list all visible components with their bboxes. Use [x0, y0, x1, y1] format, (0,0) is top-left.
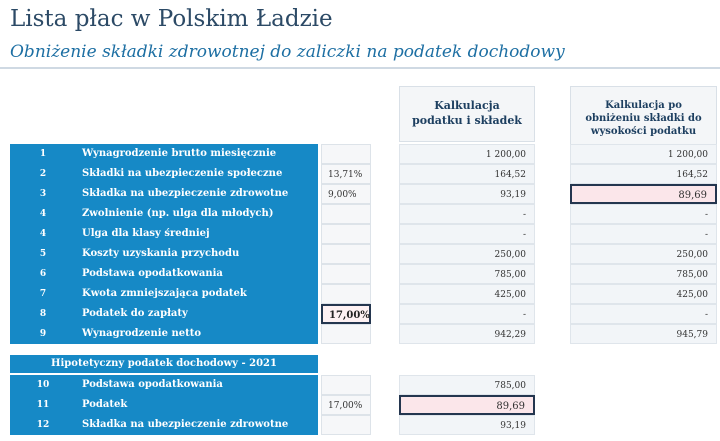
row-label: 2 Składki na ubezpieczenie społeczne [10, 164, 318, 184]
table-row [0, 184, 720, 204]
table-row [0, 144, 720, 164]
rate-cell [321, 284, 371, 304]
value-cell-col2: 945,79 [570, 324, 717, 344]
value-cell-col1: 942,29 [399, 324, 535, 344]
value-cell-col2: 425,00 [570, 284, 717, 304]
value-cell-col1: 93,19 [399, 415, 535, 435]
rate-cell [321, 244, 371, 264]
table-row [0, 304, 720, 324]
row-label: 10 Podstawa opodatkowania [10, 375, 318, 395]
table-row [0, 224, 720, 244]
rate-cell [321, 204, 371, 224]
row-label: 1 Wynagrodzenie brutto miesięcznie [10, 144, 318, 164]
table-row [0, 264, 720, 284]
value-cell-col2: - [570, 304, 717, 324]
value-cell-col1: 93,19 [399, 184, 535, 204]
value-cell-col1: 425,00 [399, 284, 535, 304]
row-label: 11 Podatek [10, 395, 318, 415]
value-cell-col2: 1 200,00 [570, 144, 717, 164]
value-cell-col2: 250,00 [570, 244, 717, 264]
table-row [0, 284, 720, 304]
value-cell-col1: - [399, 204, 535, 224]
rate-cell: 9,00% [321, 184, 371, 204]
page-title: Lista płac w Polskim Ładzie [10, 6, 333, 32]
highlighted-rate-cell: 17,00% [321, 304, 371, 324]
table-row [0, 204, 720, 224]
table-row [0, 375, 720, 395]
row-label: 4 Ulga dla klasy średniej [10, 224, 318, 244]
rate-cell [321, 224, 371, 244]
row-label: 7 Kwota zmniejszająca podatek [10, 284, 318, 304]
row-label: 9 Wynagrodzenie netto [10, 324, 318, 344]
rate-cell: 13,71% [321, 164, 371, 184]
value-cell-col2: 164,52 [570, 164, 717, 184]
column-header-reduced-contribution: Kalkulacja po obniżeniu składki do wysokości podatku [570, 86, 717, 150]
rate-cell [321, 415, 371, 435]
table-row [0, 395, 720, 415]
rate-cell [321, 375, 371, 395]
value-cell-col1: 1 200,00 [399, 144, 535, 164]
value-cell-col1: - [399, 224, 535, 244]
table-row [0, 324, 720, 344]
value-cell-col1: 164,52 [399, 164, 535, 184]
row-label: 12 Składka na ubezpieczenie zdrowotne [10, 415, 318, 435]
row-label: 6 Podstawa opodatkowania [10, 264, 318, 284]
value-cell-col2: - [570, 204, 717, 224]
table-row [0, 164, 720, 184]
highlighted-value-cell: 89,69 [399, 395, 535, 415]
row-label: 4 Zwolnienie (np. ulga dla młodych) [10, 204, 318, 224]
rate-cell [321, 264, 371, 284]
rate-cell [321, 144, 371, 164]
row-label: 3 Składka na ubezpieczenie zdrowotne [10, 184, 318, 204]
value-cell-col1: 250,00 [399, 244, 535, 264]
table-row [0, 244, 720, 264]
value-cell-col1: 785,00 [399, 264, 535, 284]
value-cell-col1: 785,00 [399, 375, 535, 395]
value-cell-col1: - [399, 304, 535, 324]
value-cell-col2: - [570, 224, 717, 244]
rate-cell: 17,00% [321, 395, 371, 415]
table-row [0, 415, 720, 435]
section-header-2021: Hipotetyczny podatek dochodowy - 2021 [10, 355, 318, 373]
highlighted-value-cell: 89,69 [570, 184, 717, 204]
value-cell-col2: 785,00 [570, 264, 717, 284]
column-header-tax-calculation: Kalkulacja podatku i składek [399, 86, 535, 142]
rate-cell [321, 324, 371, 344]
page-subtitle: Obniżenie składki zdrowotnej do zaliczki na podatek dochodowy [10, 42, 565, 62]
row-label: 5 Koszty uzyskania przychodu [10, 244, 318, 264]
row-label: 8 Podatek do zapłaty [10, 304, 318, 324]
divider [0, 67, 720, 69]
